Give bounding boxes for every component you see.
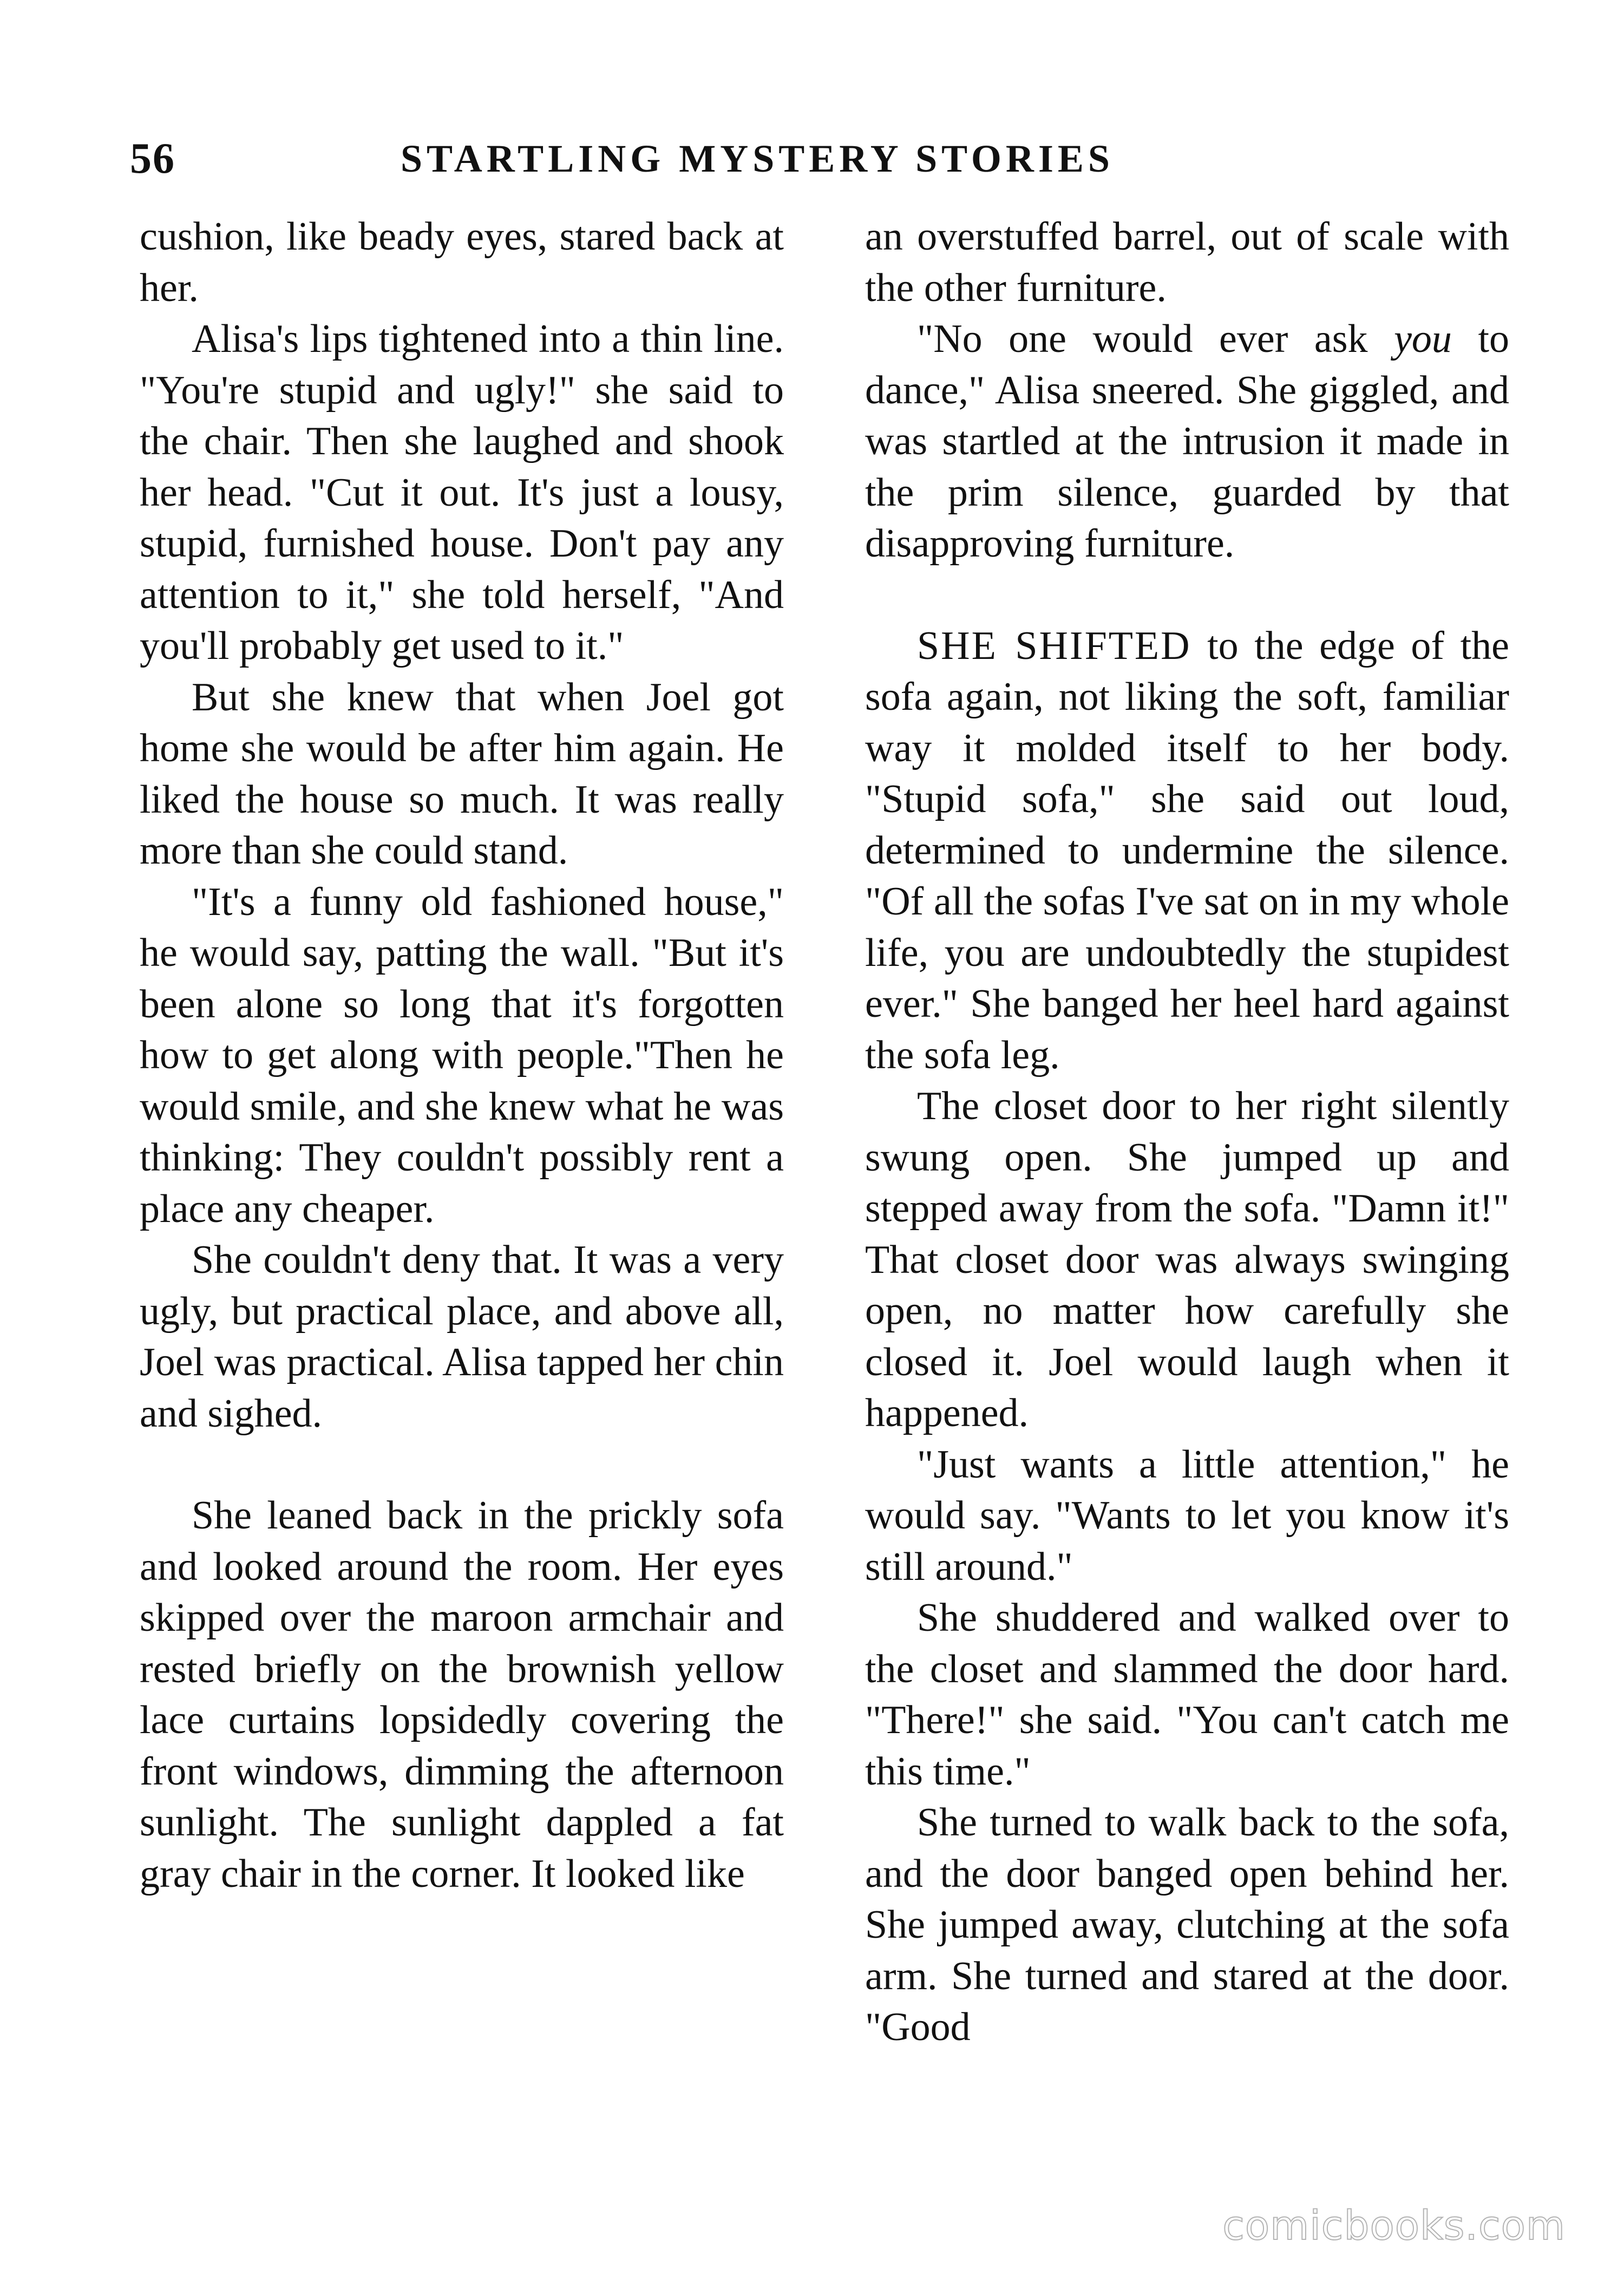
paragraph: But she knew that when Joel got home she would be after him again. He liked the house so much. It was really more than she could stand. bbox=[140, 675, 784, 873]
paragraph: an overstuffed barrel, out of scale with the other furniture. bbox=[865, 214, 1509, 310]
text-run: to dance," Alisa sneered. She giggled, and was startled at the intrusion it made in the prim silence, guarded by that disapproving furniture. bbox=[865, 317, 1509, 566]
paragraph: She couldn't deny that. It was a very ugly, but practical place, and above all, Joel was practical. Alisa tapped her chin and sighed. bbox=[140, 1238, 784, 1436]
paragraph: cushion, like beady eyes, stared back at her. bbox=[140, 214, 784, 310]
page-number: 56 bbox=[130, 135, 175, 182]
section-lead-in: SHE SHIFTED bbox=[917, 623, 1191, 668]
left-column bbox=[140, 211, 784, 1899]
text-run: to the edge of the sofa again, not liking the soft, familiar way it molded itself to her body. "Stupid sofa," she said out loud, determined to undermine the silence. "Of all the sofas I've sat on in my whole life, you are undoubtedly the stupidest ever." She banged her heel hard against the sofa leg. bbox=[865, 623, 1509, 1077]
paragraph: The closet door to her right silently swung open. She jumped up and stepped away from the sofa. "Damn it!" That closet door was always swinging open, no matter how carefully she closed it. Joel would laugh when it happened. bbox=[865, 1084, 1509, 1435]
paragraph: Alisa's lips tightened into a thin line. "You're stupid and ugly!" she said to the chair. Then she laughed and shook her head. "Cut it out. It's just a lousy, stupid, furnished house. Don't pay any attention to it," she told herself, "And you'll probably get used to it." bbox=[140, 317, 784, 668]
paragraph: She shuddered and walked over to the closet and slammed the door hard. "There!" she said. "You can't catch me this time." bbox=[865, 1596, 1509, 1794]
paragraph: "It's a funny old fashioned house," he would say, patting the wall. "But it's been alone so long that it's forgotten how to get along with people."Then he would smile, and she knew what he was thinking: They couldn't possibly rent a place any cheaper. bbox=[140, 879, 784, 1231]
text-run: "No one would ever ask bbox=[917, 317, 1394, 361]
paragraph bbox=[865, 313, 1509, 570]
emphasis-text: you bbox=[1394, 317, 1452, 361]
running-title: STARTLING MYSTERY STORIES bbox=[401, 137, 1114, 180]
page-header bbox=[130, 129, 1516, 188]
paragraph: She turned to walk back to the sofa, and the door banged open behind her. She jumped away, clutching at the sofa arm. She turned and stared at the door. "Good bbox=[865, 1800, 1509, 2049]
paragraph: She leaned back in the prickly sofa and looked around the room. Her eyes skipped over the maroon armchair and rested briefly on the brownish yellow lace curtains lopsidedly covering the front windows, dimming the afternoon sunlight. The sunlight dappled a fat gray chair in the corner. It looked like bbox=[140, 1493, 784, 1896]
right-column bbox=[865, 211, 1509, 2053]
section-paragraph bbox=[865, 620, 1509, 1081]
paragraph: "Just wants a little attention," he would say. "Wants to let you know it's still around." bbox=[865, 1442, 1509, 1589]
watermark: comicbooks.com bbox=[1222, 2203, 1566, 2249]
